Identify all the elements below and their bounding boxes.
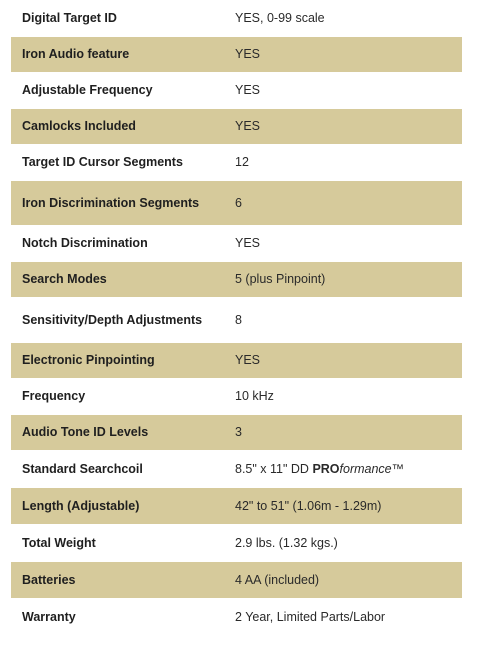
spec-row-audio-tone-levels [11,415,462,451]
spec-label: Total Weight [11,525,224,562]
spec-row-target-id-cursor [11,145,462,181]
spec-label: Length (Adjustable) [11,488,224,525]
spec-value: 12 [224,145,462,181]
spec-row-camlocks [11,109,462,145]
spec-value: YES [224,73,462,109]
spec-row-frequency [11,379,462,415]
spec-label: Search Modes [11,262,224,298]
spec-label: Batteries [11,562,224,599]
searchcoil-size-text: 8.5" x 11" DD [235,461,313,476]
spec-label: Iron Audio feature [11,37,224,73]
spec-value: 42" to 51" (1.06m - 1.29m) [224,488,462,525]
spec-label: Standard Searchcoil [11,451,224,488]
spec-label: Sensitivity/Depth Adjustments [11,298,224,343]
spec-label: Target ID Cursor Segments [11,145,224,181]
specifications-table [11,1,462,636]
spec-value [224,451,462,488]
searchcoil-brand-italic: formance [339,461,392,476]
spec-value: 2 Year, Limited Parts/Labor [224,599,462,636]
trademark-symbol: ™ [391,461,405,476]
spec-value: 8 [224,298,462,343]
spec-label: Warranty [11,599,224,636]
spec-label: Audio Tone ID Levels [11,415,224,451]
spec-label: Notch Discrimination [11,226,224,262]
spec-value: YES [224,343,462,379]
spec-row-electronic-pinpointing [11,343,462,379]
spec-label: Electronic Pinpointing [11,343,224,379]
spec-row-total-weight [11,525,462,562]
spec-value: YES [224,109,462,145]
spec-label: Digital Target ID [11,1,224,37]
spec-label: Iron Discrimination Segments [11,181,224,226]
spec-row-batteries [11,562,462,599]
spec-row-iron-audio [11,37,462,73]
spec-row-length [11,488,462,525]
spec-label: Adjustable Frequency [11,73,224,109]
spec-value: YES, 0-99 scale [224,1,462,37]
spec-value: 6 [224,181,462,226]
spec-row-digital-target-id [11,1,462,37]
spec-value: 2.9 lbs. (1.32 kgs.) [224,525,462,562]
spec-value: YES [224,226,462,262]
spec-value: 5 (plus Pinpoint) [224,262,462,298]
spec-label: Frequency [11,379,224,415]
spec-value: YES [224,37,462,73]
spec-row-search-modes [11,262,462,298]
spec-label: Camlocks Included [11,109,224,145]
spec-value: 3 [224,415,462,451]
spec-row-warranty [11,599,462,636]
spec-row-notch-discrimination [11,226,462,262]
spec-row-iron-discrimination [11,181,462,226]
spec-row-sensitivity-depth [11,298,462,343]
spec-row-adjustable-frequency [11,73,462,109]
spec-value: 10 kHz [224,379,462,415]
searchcoil-brand-bold: PRO [312,461,340,476]
spec-row-standard-searchcoil [11,451,462,488]
spec-value: 4 AA (included) [224,562,462,599]
